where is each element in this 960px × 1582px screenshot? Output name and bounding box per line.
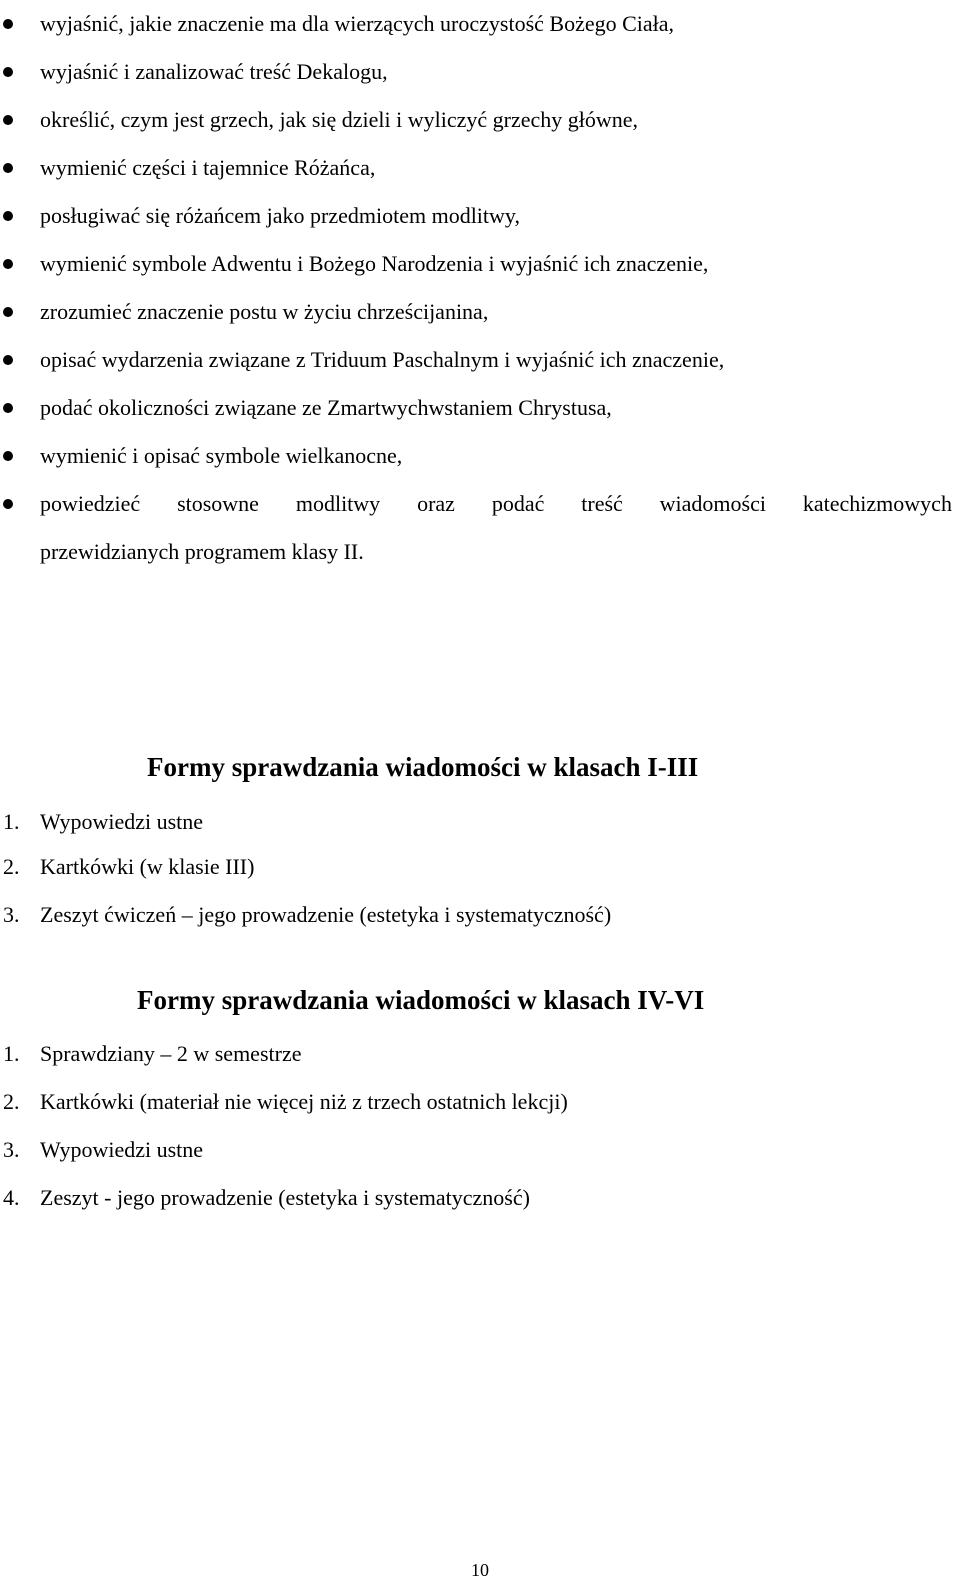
numbered-item [0, 844, 960, 890]
numbered-item [0, 1126, 960, 1174]
word: katechizmowych [802, 491, 952, 516]
list-item-text: wymienić i opisać symbole wielkanocne, [40, 443, 403, 468]
list-item-text: wyjaśnić i zanalizować treść Dekalogu, [40, 59, 388, 84]
numbered-item [0, 1174, 960, 1222]
continuation-line: przewidzianych programem klasy II. [40, 539, 364, 564]
list-item [0, 144, 960, 192]
section-heading-1: Formy sprawdzania wiadomości w klasach I-III [147, 752, 699, 782]
list-item-text: zrozumieć znaczenie postu w życiu chrześcijanina, [40, 299, 489, 324]
word: podać [491, 491, 545, 516]
list-item-text: posługiwać się różańcem jako przedmiotem modlitwy, [40, 203, 520, 228]
word: wiadomości [659, 491, 766, 516]
word: stosowne [177, 491, 259, 516]
list-item-justified [0, 480, 960, 576]
list-item-text: wymienić części i tajemnice Różańca, [40, 155, 376, 180]
list-item-text: opisać wydarzenia związane z Triduum Paschalnym i wyjaśnić ich znaczenie, [40, 347, 725, 372]
item-text: Kartkówki (w klasie III) [40, 854, 255, 879]
numbered-item [0, 1078, 960, 1126]
word: powiedzieć [40, 491, 141, 516]
bullet-icon [3, 499, 13, 509]
list-item [0, 0, 960, 48]
bullet-icon [3, 211, 13, 221]
section-heading-2: Formy sprawdzania wiadomości w klasach IV-VI [137, 985, 705, 1015]
bullet-icon [3, 451, 13, 461]
bullet-icon [3, 163, 13, 173]
list-item-text: wyjaśnić, jakie znaczenie ma dla wierzących uroczystość Bożego Ciała, [40, 11, 675, 36]
numbered-item [0, 1030, 960, 1078]
word: treść [581, 491, 623, 516]
list-item-text: podać okoliczności związane ze Zmartwychwstaniem Chrystusa, [40, 395, 612, 420]
item-number: 3. [3, 902, 20, 927]
list-item [0, 432, 960, 480]
item-text: Wypowiedzi ustne [40, 809, 204, 834]
word: modlitwy [295, 491, 381, 516]
item-text: Kartkówki (materiał nie więcej niż z trzech ostatnich lekcji) [40, 1089, 568, 1114]
bullet-icon [3, 355, 13, 365]
item-number: 3. [3, 1137, 20, 1162]
list-item [0, 240, 960, 288]
justified-line [40, 480, 952, 528]
list-item [0, 384, 960, 432]
item-number: 1. [3, 1041, 20, 1066]
numbered-item [0, 890, 960, 940]
item-text: Zeszyt ćwiczeń – jego prowadzenie (estetyka i systematyczność) [40, 902, 612, 927]
bullet-icon [3, 259, 13, 269]
list-item [0, 96, 960, 144]
bullet-icon [3, 19, 13, 29]
bullet-icon [3, 403, 13, 413]
item-text: Zeszyt - jego prowadzenie (estetyka i systematyczność) [40, 1185, 530, 1210]
item-text: Wypowiedzi ustne [40, 1137, 204, 1162]
list-item-text: określić, czym jest grzech, jak się dzieli i wyliczyć grzechy główne, [40, 107, 639, 132]
section-1-list [0, 800, 960, 940]
bullet-icon [3, 67, 13, 77]
word: oraz [417, 491, 455, 516]
item-number: 4. [3, 1185, 20, 1210]
numbered-item [0, 800, 960, 844]
bullet-icon [3, 307, 13, 317]
list-item [0, 192, 960, 240]
section-2-list [0, 1030, 960, 1222]
list-item [0, 288, 960, 336]
list-item-text: wymienić symbole Adwentu i Bożego Narodzenia i wyjaśnić ich znaczenie, [40, 251, 709, 276]
item-number: 2. [3, 854, 20, 879]
list-item [0, 48, 960, 96]
list-item [0, 336, 960, 384]
page-number: 10 [471, 1560, 489, 1580]
bullet-icon [3, 115, 13, 125]
objectives-list [0, 0, 960, 576]
item-text: Sprawdziany – 2 w semestrze [40, 1041, 302, 1066]
item-number: 2. [3, 1089, 20, 1114]
item-number: 1. [3, 809, 20, 834]
